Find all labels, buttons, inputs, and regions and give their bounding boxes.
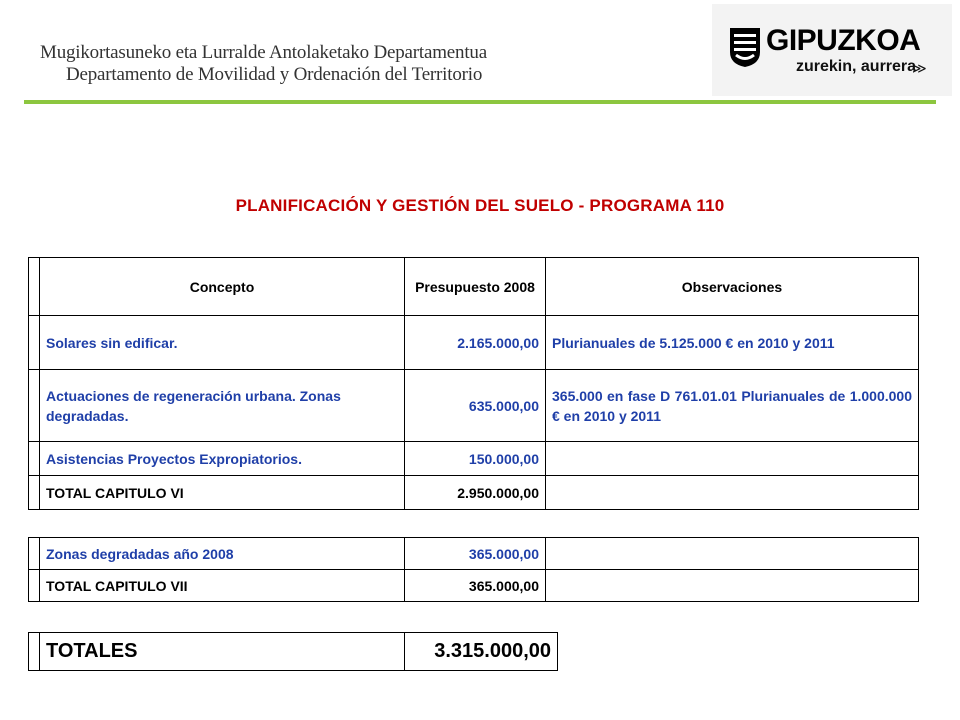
importe-cell: 2.165.000,00	[405, 316, 546, 370]
table-row	[29, 633, 558, 671]
budget-table-chapter-7	[28, 537, 919, 602]
observaciones-cell	[546, 538, 919, 570]
row-gutter	[29, 316, 40, 370]
page-title: PLANIFICACIÓN Y GESTIÓN DEL SUELO - PROGRAMA 110	[235, 196, 725, 215]
concepto-cell: Actuaciones de regeneración urbana. Zonas degradadas.	[40, 370, 405, 442]
total-value-cell: 2.950.000,00	[405, 476, 546, 510]
table-row	[29, 538, 919, 570]
totales-label: TOTALES	[40, 633, 405, 671]
importe-cell: 150.000,00	[405, 442, 546, 476]
importe-cell: 635.000,00	[405, 370, 546, 442]
table-row	[29, 476, 919, 510]
concepto-cell: Solares sin edificar.	[40, 316, 405, 370]
row-gutter	[29, 258, 40, 316]
row-gutter	[29, 442, 40, 476]
observaciones-cell: Plurianuales de 5.125.000 € en 2010 y 2011	[546, 316, 919, 370]
dept-name-es: Departamento de Movilidad y Ordenación del Territorio	[66, 64, 483, 85]
row-gutter	[29, 538, 40, 570]
table-row	[29, 316, 919, 370]
total-value-cell: 365.000,00	[405, 570, 546, 602]
table-row	[29, 442, 919, 476]
header-divider	[24, 100, 936, 104]
observaciones-cell	[546, 570, 919, 602]
observaciones-cell: 365.000 en fase D 761.01.01 Plurianuales de 1.000.000 € en 2010 y 2011	[546, 370, 919, 442]
logo-name: GIPUZKOA	[766, 24, 921, 57]
budget-table-chapter-6	[28, 257, 919, 510]
header-presupuesto: Presupuesto 2008	[405, 258, 546, 316]
total-label-cell: TOTAL CAPITULO VII	[40, 570, 405, 602]
logo-tagline: zurekin, aurrera	[796, 58, 917, 75]
row-gutter	[29, 370, 40, 442]
row-gutter	[29, 476, 40, 510]
concepto-cell: Zonas degradadas año 2008	[40, 538, 405, 570]
total-label-cell: TOTAL CAPITULO VI	[40, 476, 405, 510]
table-row	[29, 570, 919, 602]
logo-arrows-icon: ≫	[912, 60, 927, 76]
row-gutter	[29, 633, 40, 671]
grand-total-table	[28, 632, 558, 671]
observaciones-cell	[546, 442, 919, 476]
totales-value: 3.315.000,00	[405, 633, 558, 671]
importe-cell: 365.000,00	[405, 538, 546, 570]
concepto-cell: Asistencias Proyectos Expropiatorios.	[40, 442, 405, 476]
table-header-row	[29, 258, 919, 316]
header-concepto: Concepto	[40, 258, 405, 316]
gipuzkoa-shield-icon	[728, 26, 762, 68]
observaciones-cell	[546, 476, 919, 510]
header-observaciones: Observaciones	[546, 258, 919, 316]
table-row	[29, 370, 919, 442]
row-gutter	[29, 570, 40, 602]
dept-name-eu: Mugikortasuneko eta Lurralde Antolaketako Departamentua	[40, 42, 487, 63]
